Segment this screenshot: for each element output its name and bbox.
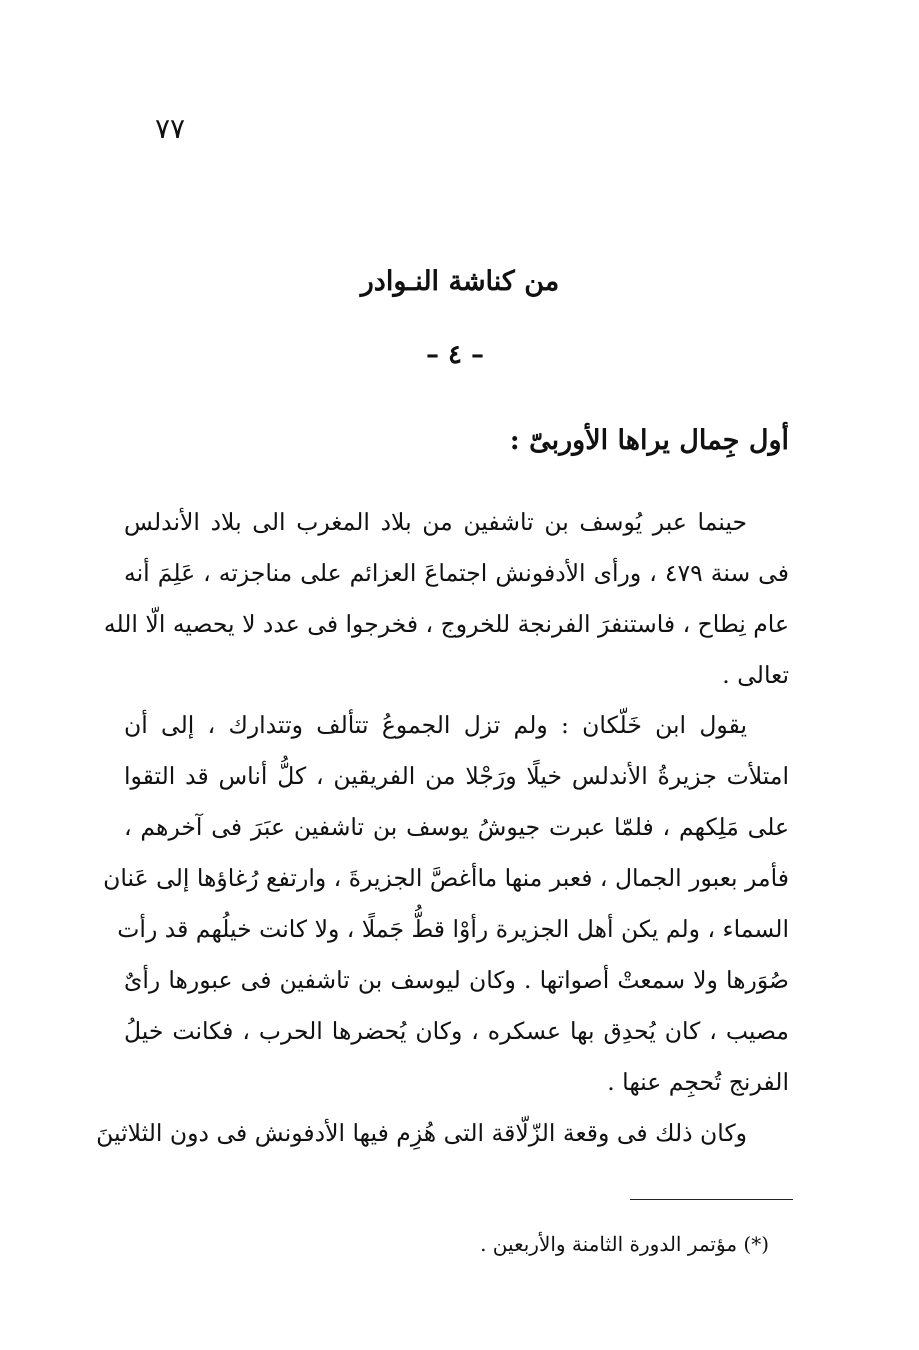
paragraph-line: على مَلِكهم ، فلمّا عبرت جيوشُ يوسف بن تاشفين عبَرَ فى آخرهم ، — [124, 813, 789, 841]
page-number: ٧٧ — [154, 112, 186, 145]
paragraph-line: عام نِطاح ، فاستنفرَ الفرنجة للخروج ، فخرجوا فى عدد لا يحصيه الّا الله — [103, 610, 789, 638]
footnote-divider — [630, 1199, 793, 1200]
paragraph-line: السماء ، ولم يكن أهل الجزيرة رأوْا قطُّ جَملًا ، ولا كانت خيلُهم قد رأت — [117, 915, 789, 943]
paragraph-line: تعالى . — [722, 661, 789, 689]
chapter-title: من كناشة النـوادر — [360, 266, 560, 297]
paragraph-1 — [103, 497, 789, 701]
paragraph-line: امتلأت جزيرةُ الأندلس خيلًا ورَجْلا من الفريقين ، كلُّ أناس قد التقوا — [124, 762, 789, 790]
paragraph-line: صُوَرها ولا سمعتْ أصواتها . وكان ليوسف بن تاشفين فى عبورها رأىٌ — [124, 966, 789, 994]
paragraph-line: فأمر بعبور الجمال ، فعبر منها ماأغصَّ الجزيرةَ ، وارتفع رُغاؤها إلى عَنان — [103, 864, 789, 892]
paragraph-line: يقول ابن خَلّكان : ولم تزل الجموعُ تتألف وتتدارك ، إلى أن — [124, 711, 747, 739]
paragraph-line: مصيب ، كان يُحدِق بها عسكره ، وكان يُحضرها الحرب ، فكانت خيلُ — [124, 1017, 789, 1045]
paragraph-line: حينما عبر يُوسف بن تاشفين من بلاد المغرب الى بلاد الأندلس — [124, 508, 747, 536]
section-number: – ٤ – — [425, 340, 485, 370]
paragraph-line: وكان ذلك فى وقعة الزّلّاقة التى هُزِم فيها الأدفونش فى دون الثلاثينَ — [96, 1119, 747, 1147]
paragraph-3 — [96, 1108, 789, 1159]
paragraph-line: الفرنج تُحجِم عنها . — [607, 1068, 789, 1096]
footnote: (*) مؤتمر الدورة الثامنة والأربعين . — [480, 1232, 769, 1256]
article-heading: أول جِمال يراها الأوربىّ : — [509, 425, 789, 456]
paragraph-2 — [103, 700, 789, 1108]
paragraph-line: فى سنة ٤٧٩ ، ورأى الأدفونش اجتماعَ العزائم على مناجزته ، عَلِمَ أنه — [124, 559, 789, 587]
